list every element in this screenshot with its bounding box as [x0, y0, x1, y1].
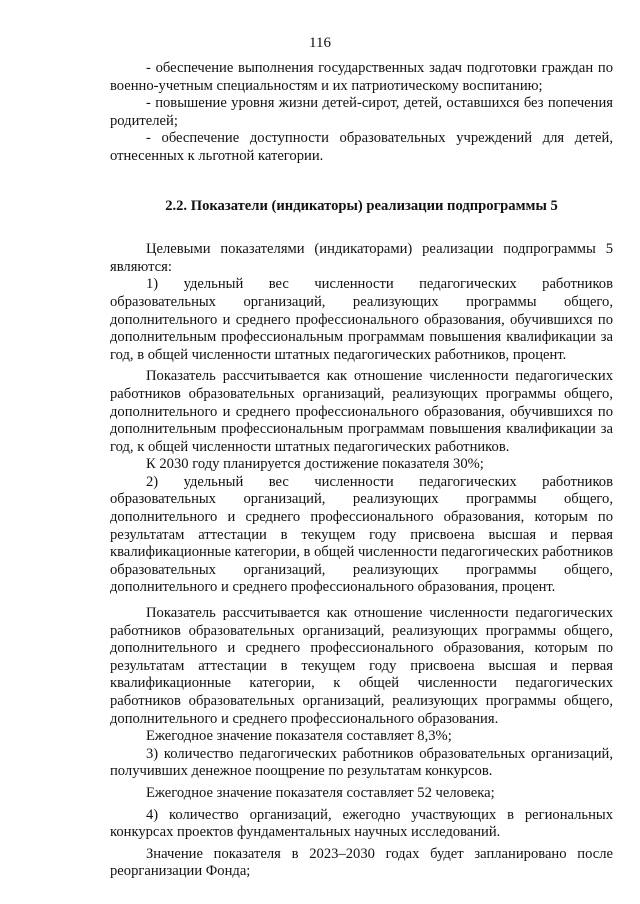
indicator-3-target: Ежегодное значение показателя составляет 52 человека;	[146, 784, 495, 801]
bullet-item: - обеспечение доступности образовательных учреждений для детей, отнесенных к льготной категории.	[110, 130, 613, 164]
bullet-item: - повышение уровня жизни детей-сирот, детей, оставшихся без попечения родителей;	[110, 95, 613, 129]
section-heading: 2.2. Показатели (индикаторы) реализации подпрограммы 5	[165, 197, 558, 214]
indicator-2: 2) удельный вес численности педагогических работников образовательных организаций, реализующих программы общего, дополнительного и среднего профессионального образования, которым по результатам аттестации в текущем году присвоена высшая и первая квалификационные категории, в общей численности педагогических работников образовательных организаций, реализующих программы общего, дополнительного и среднего профессионального образования, процент.	[110, 473, 613, 596]
indicator-1: 1) удельный вес численности педагогических работников образовательных организаций, реализующих программы общего, дополнительного и среднего профессионального образования, обучившихся по дополнительным профессиональным программам повышения квалификации за год, в общей численности штатных педагогических работников, процент.	[110, 276, 613, 363]
indicator-1-calculation: Показатель рассчитывается как отношение численности педагогических работников образовательных организаций, реализующих программы общего, дополнительного и среднего профессионального образования, обучившихся по дополнительным профессиональным программам повышения квалификации за год, к общей численности штатных педагогических работников.	[110, 368, 613, 455]
indicator-3: 3) количество педагогических работников образовательных организаций, получивших денежное поощрение по результатам конкурсов.	[110, 745, 613, 780]
indicator-2-target: Ежегодное значение показателя составляет 8,3%;	[146, 728, 452, 745]
page-number: 116	[309, 35, 331, 51]
bullet-item: - обеспечение выполнения государственных задач подготовки граждан по военно-учетным специальностям и их патриотическому воспитанию;	[110, 60, 613, 94]
page-content	[110, 60, 613, 881]
indicator-4: 4) количество организаций, ежегодно участвующих в региональных конкурсах проектов фундаментальных научных исследований.	[110, 806, 613, 841]
indicator-2-calculation: Показатель рассчитывается как отношение численности педагогических работников образовательных организаций, реализующих программы общего, дополнительного и среднего профессионального образования, которым по результатам аттестации в текущем году присвоена высшая и первая квалификационные категории, к общей численности педагогических работников образовательных организаций, реализующих программы общего, дополнительного и среднего профессионального образования.	[110, 605, 613, 727]
indicator-4-target: Значение показателя в 2023–2030 годах будет запланировано после реорганизации Фонда;	[110, 845, 613, 880]
intro-paragraph: Целевыми показателями (индикаторами) реализации подпрограммы 5 являются:	[110, 241, 613, 275]
indicator-1-target: К 2030 году планируется достижение показателя 30%;	[146, 456, 484, 473]
